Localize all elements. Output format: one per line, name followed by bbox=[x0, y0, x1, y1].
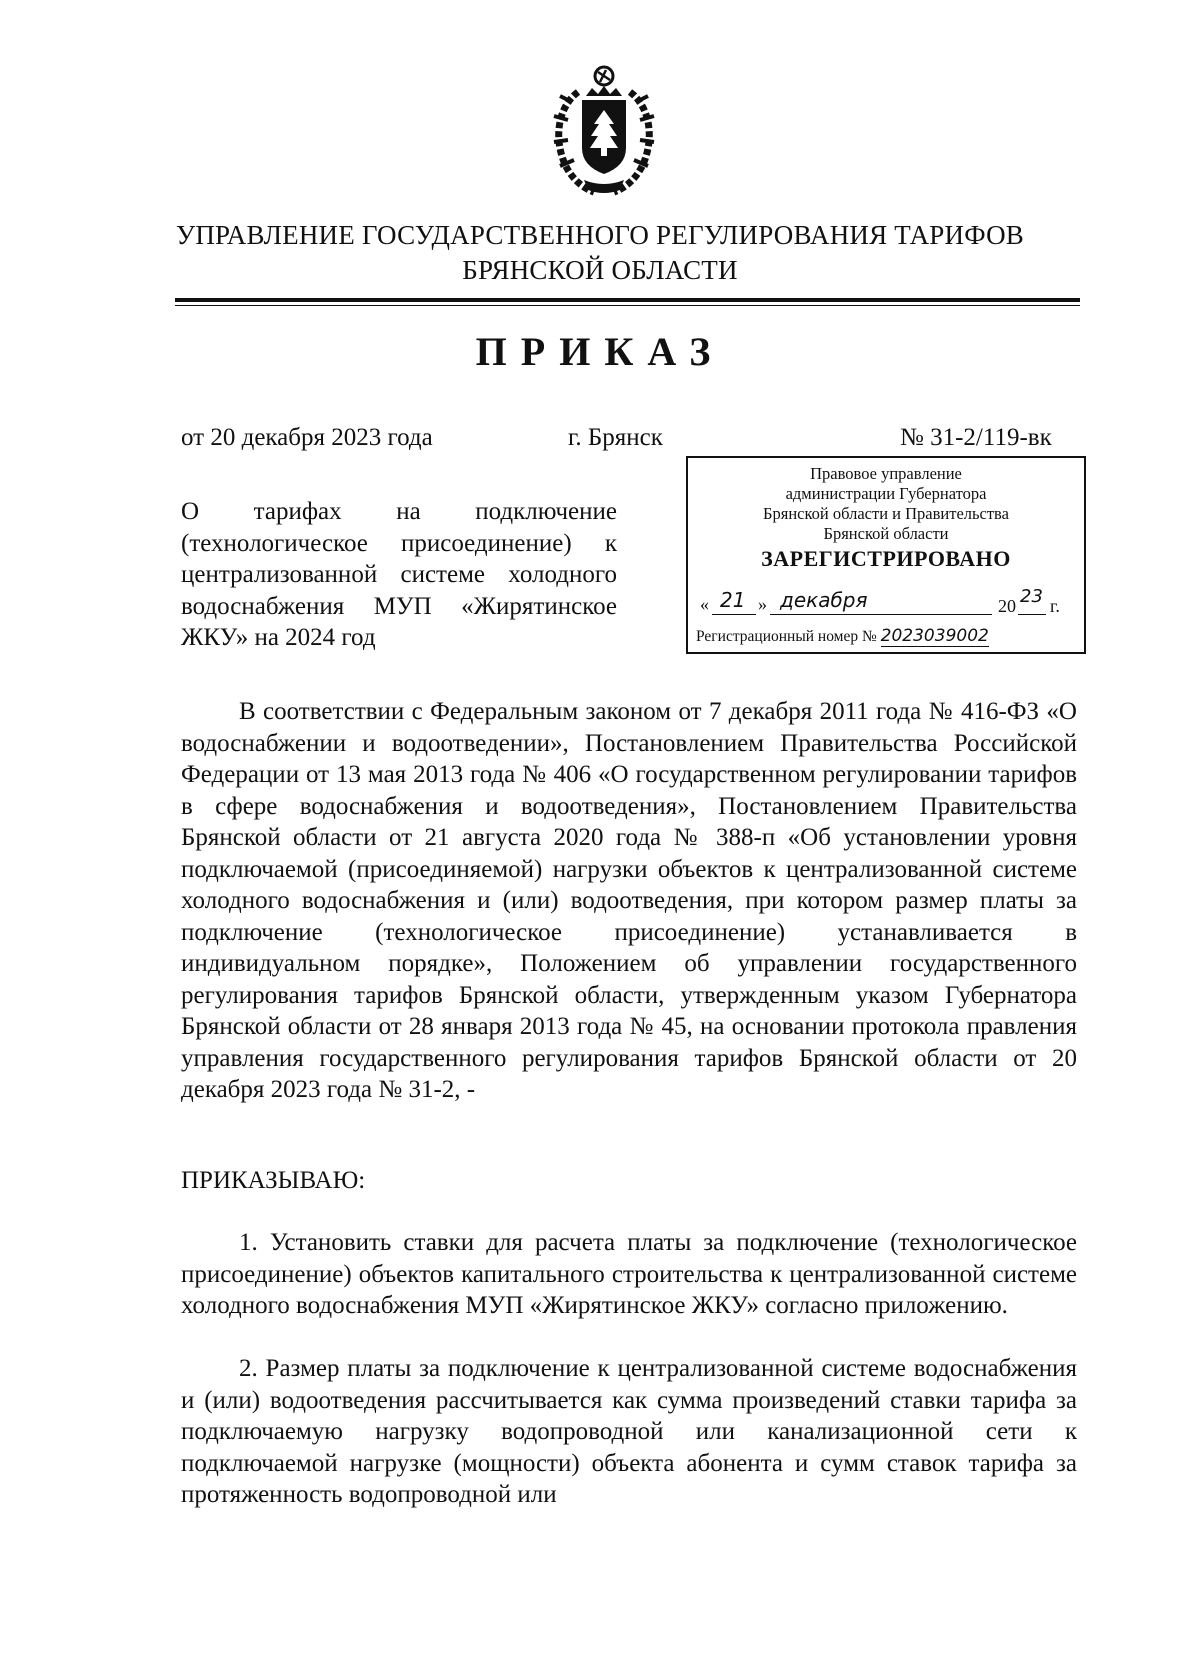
stamp-registered-label: ЗАРЕГИСТРИРОВАНО bbox=[761, 546, 1011, 571]
order-title: ПРИКАЗ bbox=[475, 329, 725, 374]
stamp-year-handwritten: 23 bbox=[1020, 586, 1043, 607]
order-date: от 20 декабря 2023 года bbox=[181, 424, 433, 451]
stamp-day-handwritten: 21 bbox=[720, 588, 746, 612]
stamp-close-quote: » bbox=[758, 594, 767, 614]
coat-of-arms-emblem bbox=[548, 62, 660, 202]
registration-stamp bbox=[686, 456, 1086, 654]
decree-heading: ПРИКАЗЫВАЮ: bbox=[181, 1167, 366, 1194]
stamp-registration-number bbox=[696, 626, 989, 646]
stamp-date bbox=[700, 586, 1076, 622]
order-city: г. Брянск bbox=[568, 424, 663, 451]
stamp-regnum-label: Регистрационный номер № bbox=[696, 628, 877, 645]
stamp-year-unit: г. bbox=[1050, 596, 1060, 616]
header-divider-thick bbox=[175, 298, 1080, 302]
order-subject: О тарифах на подключение (технологическое присоединение) к централизованной системе холодного водоснабжения МУП «Жирятинское ЖКУ» на 2024 год bbox=[181, 498, 617, 651]
order-number: № 31-2/119-вк bbox=[900, 424, 1052, 451]
stamp-line-1: Правовое управление bbox=[810, 464, 962, 483]
preamble-paragraph: В соответствии с Федеральным законом от 7 декабря 2011 года № 416-ФЗ «О водоснабжении и водоотведении», Постановлением Правительства Российской Федерации от 13 мая 2013 года № 406 «О государственном регулировании тарифов в сфере водоснабжения и водоотведения», Постановлением Правительства Брянской области от 21 августа 2020 года № 388-п «Об установлении уровня подключаемой (присоединяемой) нагрузки объектов к централизованной системе холодного водоснабжения и (или) водоотведения, при котором размер платы за подключение (технологическое присоединение) устанавливается в индивидуальном порядке», Положением об управлении государственного регулирования тарифов Брянской области, утвержденным указом Губернатора Брянской области от 28 января 2013 года № 45, на основании протокола правления управления государственного регулирования тарифов Брянской области от 20 декабря 2023 года № 31-2, - bbox=[181, 698, 1077, 1103]
organization-name-line2: БРЯНСКОЙ ОБЛАСТИ bbox=[462, 255, 738, 285]
organization-name-line1: УПРАВЛЕНИЕ ГОСУДАРСТВЕННОГО РЕГУЛИРОВАНИЯ ТАРИФОВ bbox=[176, 220, 1024, 250]
stamp-open-quote: « bbox=[700, 594, 709, 614]
stamp-month-handwritten: декабря bbox=[780, 588, 868, 612]
stamp-line-2: администрации Губернатора bbox=[785, 484, 987, 503]
stamp-line-3: Брянской области и Правительства bbox=[763, 504, 1009, 523]
stamp-year-prefix: 20 bbox=[998, 596, 1016, 616]
stamp-line-4: Брянской области bbox=[823, 524, 949, 543]
header-divider-thin bbox=[175, 305, 1080, 306]
item-2-paragraph: 2. Размер платы за подключение к централизованной системе водоснабжения и (или) водоотведения рассчитывается как сумма произведений ставки тарифа за подключаемую нагрузку водопроводной или канализационной сети к подключаемой нагрузке (мощности) объекта абонента и сумм ставок тарифа за протяженность водопроводной или bbox=[181, 1355, 1077, 1508]
stamp-regnum-handwritten: 2023039002 bbox=[880, 626, 989, 646]
item-1-paragraph: 1. Установить ставки для расчета платы за подключение (технологическое присоединение) объектов капитального строительства к централизованной системе холодного водоснабжения МУП «Жирятинское ЖКУ» согласно приложению. bbox=[181, 1229, 1077, 1319]
